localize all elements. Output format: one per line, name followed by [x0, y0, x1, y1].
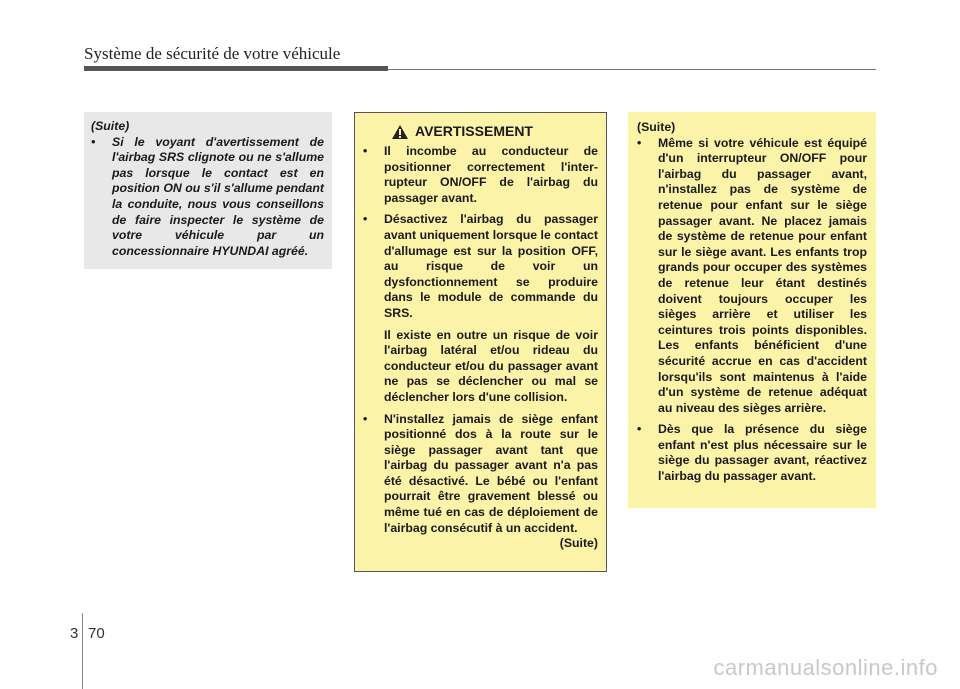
warning-bullet-3-text: N'installez jamais de siège enfant positionné dos à la route sur le siège passager avant tant que l'airbag du passager avant n'a pas été désactivé. Le bébé ou l'enfant pourrait être gravement blessé ou même tué en cas de déploiement de l'airbag consécutif à un accident. [384, 411, 598, 535]
warning-bullet-1 [363, 144, 598, 206]
note-bullet [91, 135, 324, 260]
warning-bullet-3 [363, 412, 598, 537]
right-bullet-1-text: Même si votre véhicule est équipé d'un interrupteur ON/OFF pour l'airbag du passager avant, n'installez pas de système de retenue pour enfant sur le siège passager avant. Ne placez jamais de système de retenue pour enfant sur le siège avant. Les enfants trop grands pour occuper des systèmes de retenue leur étant destinés doivent toujours occuper les sièges arrière et utiliser les ceintures trois points disponibles. Les enfants bénéficient d'une sécurité accrue en cas d'accident lorsqu'ils sont maintenus à l'aide d'un système de retenue adéquat au niveau des sièges arrière. [658, 135, 867, 415]
warning-box [354, 112, 607, 572]
warning-bullet-1-text: Il incombe au conducteur de positionner correctement l'inter-rupteur ON/OFF de l'airbag du passager avant. [384, 144, 598, 205]
warning-triangle-icon [391, 124, 409, 140]
page-number: 70 [88, 625, 105, 642]
continued-note-box [84, 112, 332, 269]
right-continued-label: (Suite) [637, 120, 676, 134]
watermark: carmanualsonline.info [713, 655, 938, 680]
warning-bullet-2-extra: Il existe en outre un risque de voir l'airbag latéral et/ou rideau du conducteur et/ou du passager avant ne pas se déclencher ou mal se déclencher lors d'une collision. [384, 327, 598, 404]
footer-rule [82, 613, 83, 689]
warning-continued-label: (Suite) [559, 536, 598, 551]
right-bullet-2 [637, 422, 867, 484]
warning-title-text: AVERTISSEMENT [415, 123, 533, 140]
right-bullet-2-text: Dès que la présence du siège enfant n'est plus nécessaire sur le siège du passager avant, réactivez l'airbag du passager avant. [658, 422, 867, 484]
warning-bullet-2-text: Désactivez l'airbag du passager avant uniquement lorsque le contact d'allumage est sur la position OFF, au risque de voir un dysfonctionnement se produire dans le module de commande du SRS. [384, 212, 598, 320]
chapter-number: 3 [70, 625, 79, 642]
header-rule-thin [388, 69, 876, 70]
warning-title [391, 124, 598, 140]
page-header: Système de sécurité de votre véhicule [84, 44, 341, 63]
continued-label: (Suite) [91, 119, 130, 133]
warning-bullet-2 [363, 212, 598, 321]
right-bullet-1 [637, 136, 867, 417]
note-bullet-text: Si le voyant d'avertissement de l'airbag SRS clignote ou ne s'allume pas lorsque le contact est en position ON ou s'il s'allume pendant la conduite, nous vous conseillons de faire inspecter le système de votre véhicule par un concessionnaire HYUNDAI agréé. [112, 134, 324, 258]
header-rule-thick [84, 66, 388, 71]
continued-warning-box [628, 112, 876, 508]
